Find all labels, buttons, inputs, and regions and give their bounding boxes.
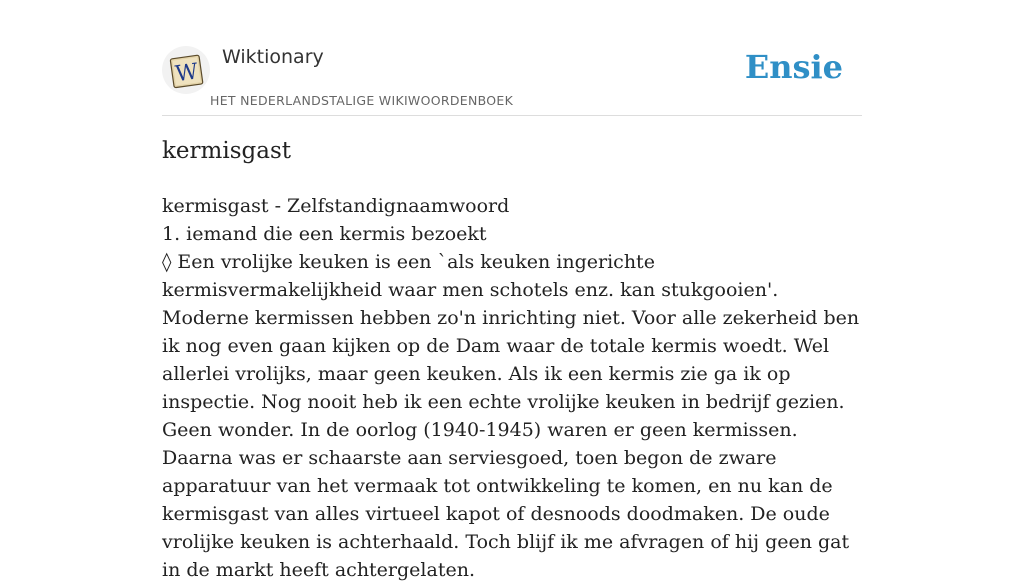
site-tagline: HET NEDERLANDSTALIGE WIKIWOORDENBOEK — [210, 93, 514, 108]
entry-definition: 1. iemand die een kermis bezoekt — [162, 223, 487, 245]
entry-content — [162, 192, 862, 584]
page-title: kermisgast — [162, 138, 291, 164]
header-divider — [162, 115, 862, 116]
entry-example: ◊ Een vrolijke keuken is een `als keuken ingerichte kermisvermakelijkheid waar men schotels enz. kan stukgooien'. Moderne kermissen hebben zo'n inrichting niet. Voor alle zekerheid ben ik nog even gaan kijken op de Dam waar de totale kermis woedt. Wel allerlei vrolijks, maar geen keuken. Als ik een kermis zie ga ik op inspectie. Nog nooit heb ik een echte vrolijke keuken in bedrijf gezien. Geen wonder. In de oorlog (1940-1945) waren er geen kermissen. Daarna was er schaarste aan serviesgoed, toen begon de zware apparatuur van het vermaak tot ontwikkeling te komen, en nu kan de kermisgast van alles virtueel kapot of desnoods doodmaken. De oude vrolijke keuken is achterhaald. Toch blijf ik me afvragen of hij geen gat in de markt heeft achtergelaten. — [162, 251, 860, 581]
wiktionary-logo-icon[interactable] — [162, 46, 210, 94]
ensie-brand-logo[interactable]: Ensie — [744, 48, 843, 86]
site-name[interactable]: Wiktionary — [222, 46, 324, 68]
svg-text:W: W — [173, 59, 200, 88]
entry-heading: kermisgast - Zelfstandignaamwoord — [162, 195, 510, 217]
